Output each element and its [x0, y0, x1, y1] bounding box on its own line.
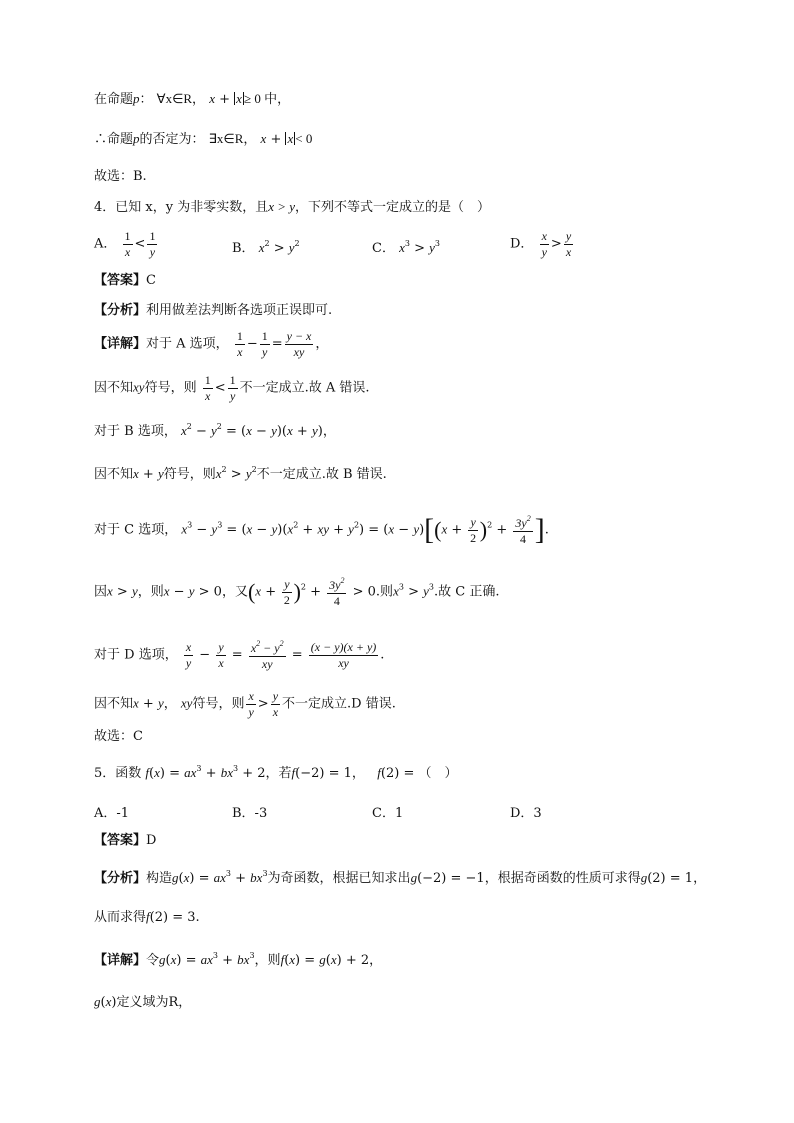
text: 对于 D 选项， [94, 647, 178, 663]
question-4-stem [94, 200, 490, 214]
text: 在命题 [94, 92, 134, 107]
text: ， [693, 871, 707, 886]
answer-tag: 【答案】 [94, 273, 147, 288]
math: < 0 [295, 131, 313, 146]
detail-c-reason: 因x > y，则x − y > 0，又(x + $\frac{y}{2}$ )$^2$ + $\frac{3y^2}{4}$ > 0.则$x^3 > y^3$.故 C 正确. [94, 576, 500, 608]
text: 对于 B 选项， [94, 424, 177, 439]
math: p [133, 91, 140, 106]
text: ， [163, 696, 177, 712]
text: ， [369, 953, 383, 968]
q5-domain-line: g(x)定义域为R， [94, 994, 192, 1010]
text: 因不知 [94, 696, 134, 712]
text: 不一定成立.故 A 错误. [239, 380, 370, 396]
option-label: A． [94, 236, 117, 252]
option-c: C． $x^3 > y^3$ [372, 239, 441, 256]
math: xy [133, 379, 145, 395]
text: ，若 [265, 766, 292, 781]
text: 为奇函数，根据已知求出 [267, 871, 411, 886]
option-label: D． [510, 236, 534, 252]
text: 对于 A 选项， [146, 336, 229, 352]
question-5-stem: 5．函数 $f(x) = ax^3 + bx^3 + 2$，若f(−2) = 1， f(2) = （ ） [94, 764, 458, 781]
analysis-text: 利用做差法判断各选项正误即可. [146, 303, 333, 318]
text: 的否定为： [139, 132, 205, 147]
answer: C [146, 273, 156, 288]
detail-a-reason: 因不知xy符号，则 $\frac{1}{x}$ < $\frac{1}{y}$ 不一定成立.故 A 错误. [94, 373, 370, 403]
math: ∀x∈R， [156, 91, 206, 106]
choose-line: 故选：B. [94, 169, 147, 184]
text: 因 [94, 584, 108, 600]
text: 符号，则 [144, 380, 197, 396]
q5-option-c: C．1 [372, 806, 404, 821]
text: 不一定成立.故 B 错误. [256, 467, 387, 482]
text: （ ） [418, 766, 458, 781]
text: 不一定成立.D 错误. [282, 696, 396, 712]
answer-tag: 【答案】 [94, 833, 147, 848]
text: ，又 [221, 584, 248, 600]
text: 符号，则 [192, 696, 245, 712]
q5-option-a: A．-1 [94, 806, 130, 821]
statement-line: 在命题p： ∀x∈R， x + x ≥ 0 中， [94, 91, 291, 107]
analysis-line [94, 304, 332, 317]
text: ∴命题 [94, 132, 134, 147]
analysis-tag: 【分析】 [94, 303, 147, 318]
text: 对于 C 选项， [94, 522, 178, 538]
text: 从而求得 [94, 910, 147, 925]
detail-a-line: 【详解】对于 A 选项， $\frac{1}{x}$ − $\frac{1}{y}$ = $\frac{y - x}{xy}$ ， [94, 329, 329, 359]
option-label: C． [372, 241, 395, 256]
option-a: A． $\frac{1}{x}$ < $\frac{1}{y}$ [94, 229, 156, 259]
text: 5．函数 [94, 766, 142, 781]
text: 4．已知 x，y 为非零实数，且 [94, 200, 269, 215]
detail-tag: 【详解】 [94, 953, 147, 968]
answer: D [146, 833, 157, 848]
analysis-tag: 【分析】 [94, 871, 147, 886]
text: 因不知 [94, 467, 134, 482]
text: .故 C 正确. [433, 584, 500, 600]
q5-option-b: B．-3 [232, 806, 268, 821]
text: 令 [146, 953, 160, 968]
text: 符号，则 [163, 467, 216, 482]
text: 因不知 [94, 380, 134, 396]
math: ∃x∈R， [208, 131, 257, 146]
text: ，下列不等式一定成立的是（ ） [295, 200, 491, 215]
text: ： [139, 92, 153, 107]
choose-line-c: 故选：C [94, 729, 143, 744]
negation-line: ∴命题p的否定为： ∃x∈R， x + x < 0 [94, 131, 313, 147]
text: ，根据奇函数的性质可求得 [484, 871, 641, 886]
text: 0.则 [367, 584, 394, 600]
math: x > y [268, 199, 296, 214]
q5-analysis-line: 【分析】构造$g(x) = ax^3 + bx^3$为奇函数，根据已知求出g(−2) = −1，根据奇函数的性质可求得g(2) = 1， [94, 869, 707, 886]
text: 定义域为R， [116, 995, 192, 1010]
q5-answer-line [94, 834, 156, 847]
detail-b-line: 对于 B 选项， $x^2 - y^2 = (x - y)(x + y)$， [94, 422, 336, 439]
detail-d-line: 对于 D 选项， $\frac{x}{y}$ − $\frac{y}{x}$ = $\frac{x^2 - y^2}{xy}$ = $\frac{(x - y)(x + y)}{xy}$ . [94, 639, 385, 671]
answer-line [94, 274, 156, 287]
detail-b-reason: 因不知x + y符号，则$x^2 > y^2$不一定成立.故 B 错误. [94, 465, 387, 482]
text: ，则 [137, 584, 164, 600]
text: 构造 [146, 871, 173, 886]
q5-analysis-cont: 从而求得f(2) = 3. [94, 909, 200, 925]
q5-detail-line: 【详解】令$g(x) = ax^3 + bx^3$，则f(x) = g(x) + 2， [94, 951, 383, 968]
option-label: B． [232, 241, 255, 256]
q5-option-d: D．3 [510, 806, 542, 821]
detail-c-line: 对于 C 选项， $x^3 - y^3 = (x - y)(x^2$ + xy + $y^2) = (x - y)[(x$ + $\frac{y}{2}$ )$^2$ + $\frac{3y^2}{4}$ ]. [94, 513, 549, 547]
text: ，则 [254, 953, 281, 968]
math: ≥ 0 中， [243, 91, 291, 106]
option-d: D． $\frac{x}{y}$ > $\frac{y}{x}$ [510, 229, 572, 259]
option-b: B． $x^2 > y^2$ [232, 239, 300, 256]
detail-tag: 【详解】 [94, 336, 147, 352]
detail-d-reason: 因不知x + y， xy符号，则 $\frac{x}{y}$ > $\frac{y}{x}$ 不一定成立.D 错误. [94, 689, 396, 719]
